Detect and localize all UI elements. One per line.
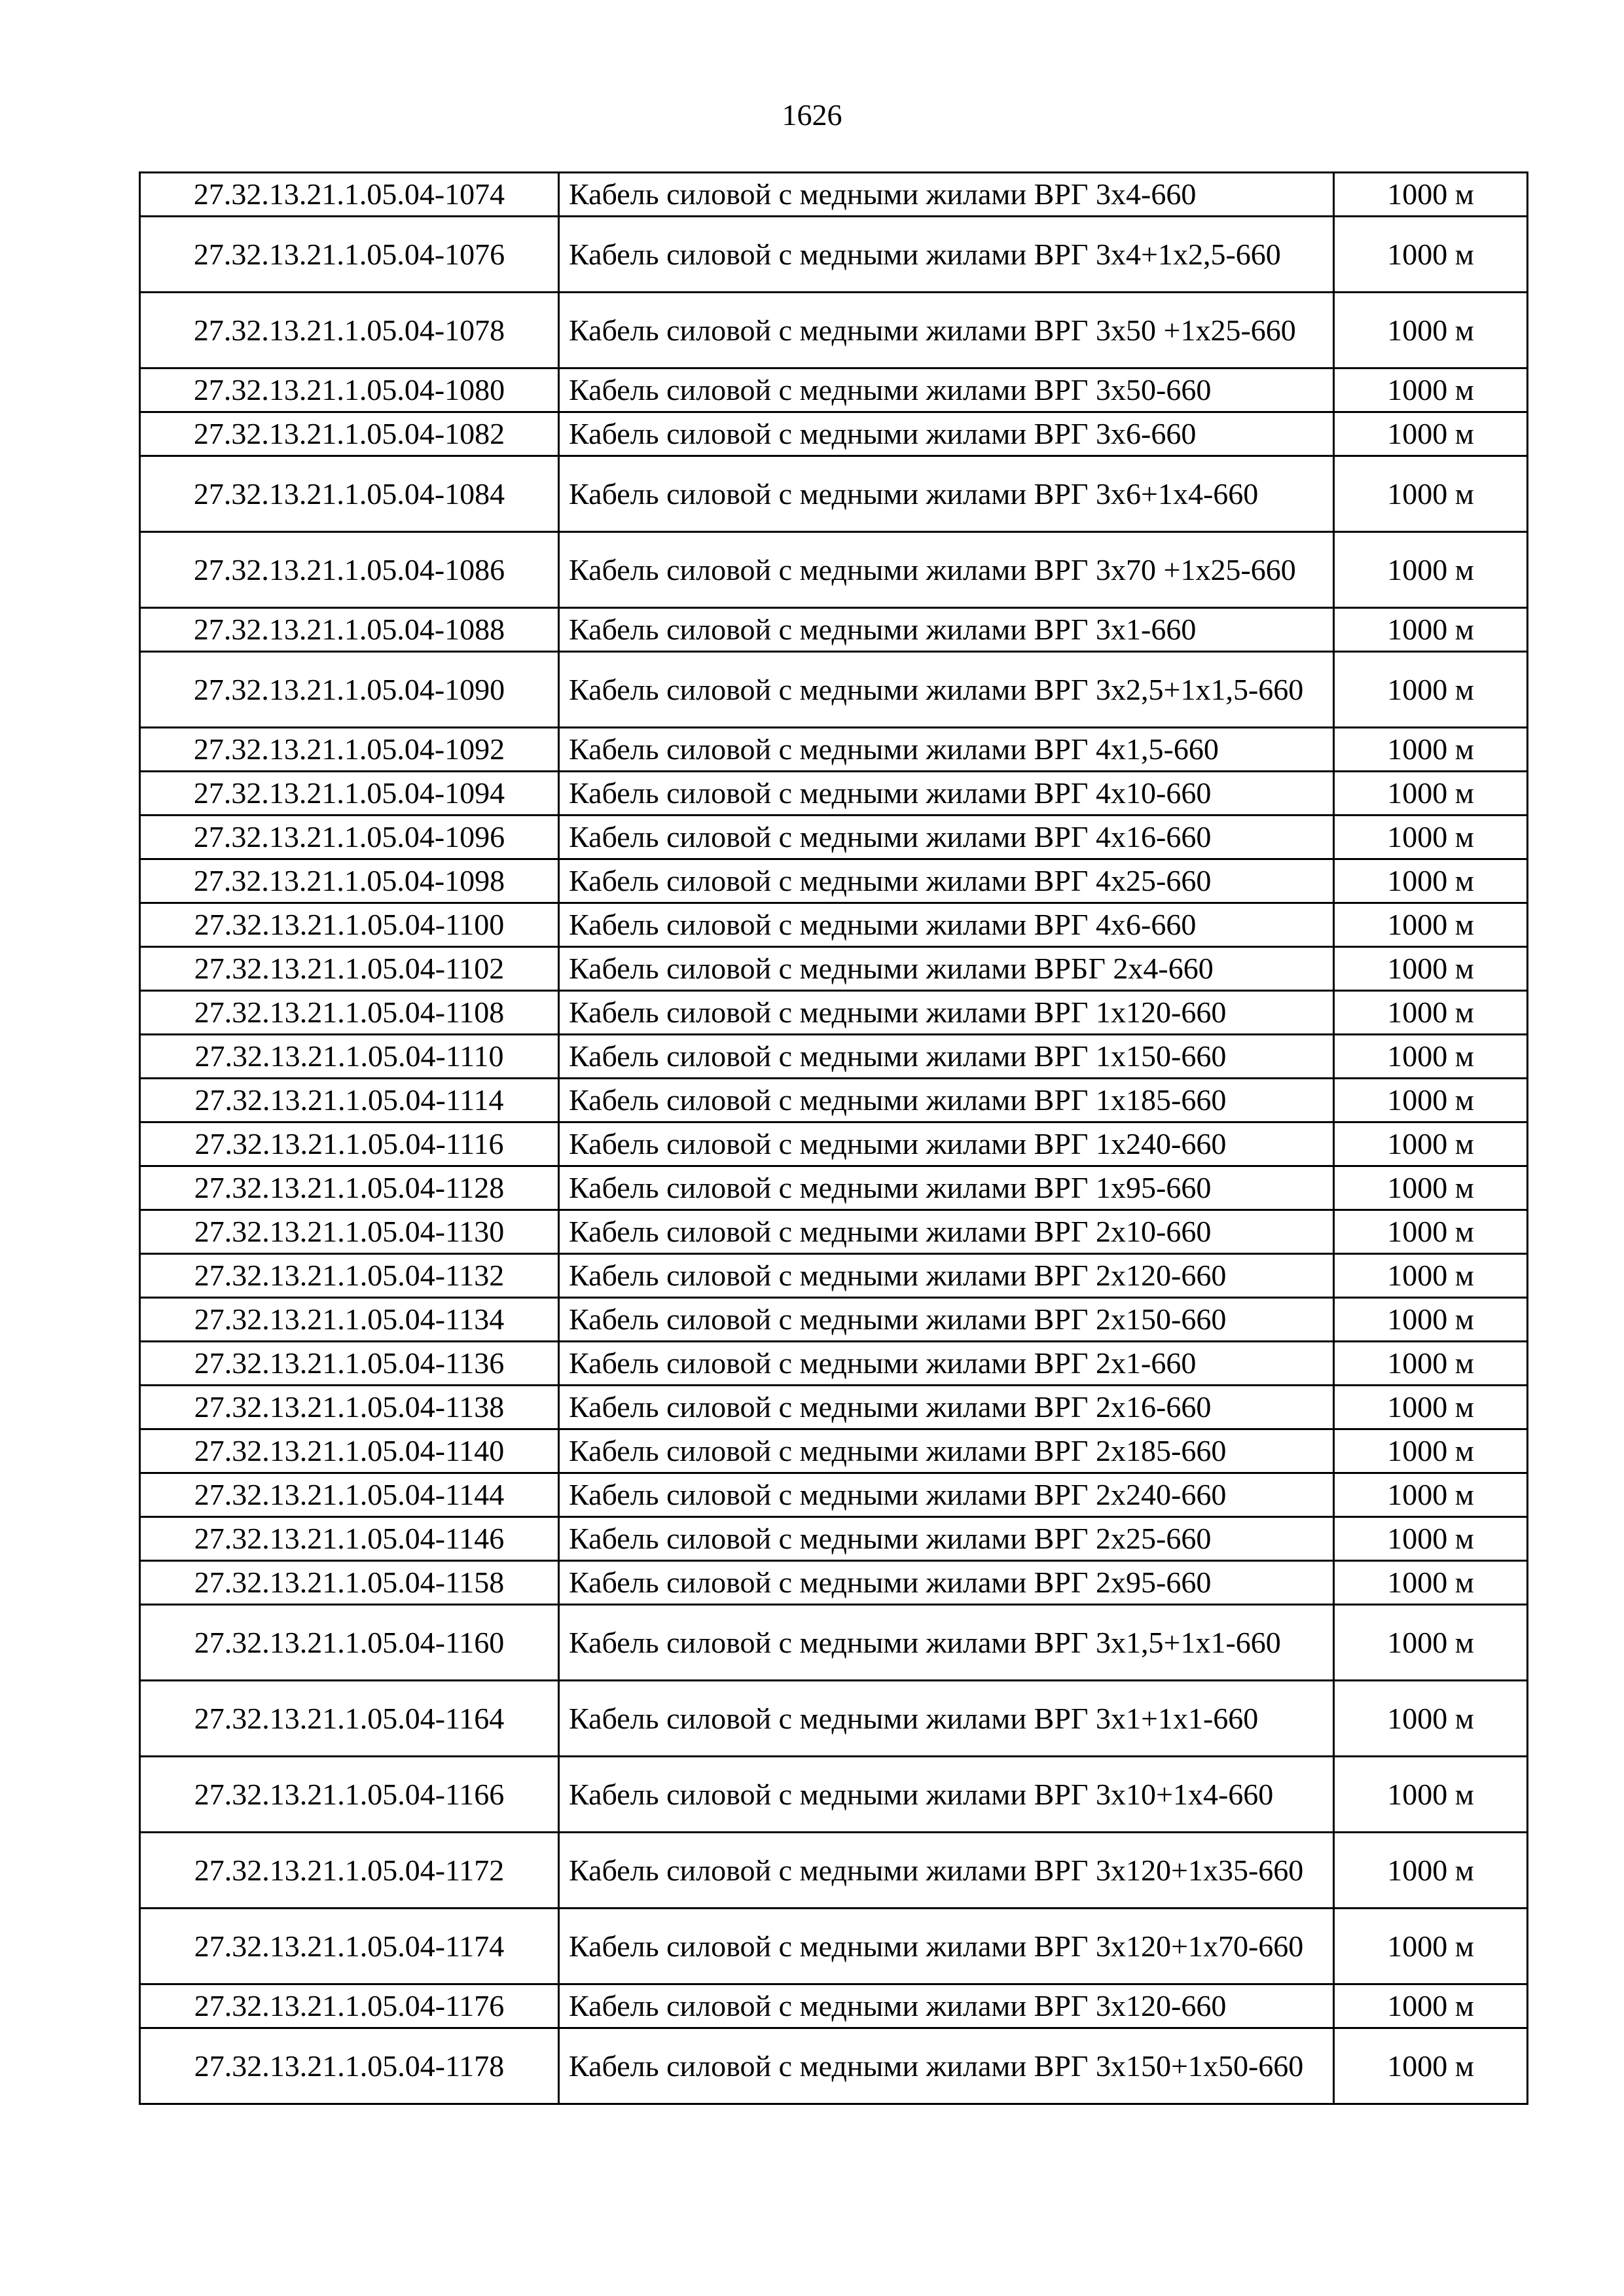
unit-cell: 1000 м [1334, 1605, 1528, 1681]
unit-cell: 1000 м [1334, 1561, 1528, 1605]
table-row [140, 947, 1528, 991]
description-cell: Кабель силовой с медными жилами ВРГ 2х25-660 [559, 1517, 1334, 1561]
table-row [140, 1210, 1528, 1254]
code-cell: 27.32.13.21.1.05.04-1130 [140, 1210, 559, 1254]
unit-cell: 1000 м [1334, 1517, 1528, 1561]
description-cell: Кабель силовой с медными жилами ВРГ 2х185-660 [559, 1429, 1334, 1473]
code-cell: 27.32.13.21.1.05.04-1090 [140, 652, 559, 728]
table-row [140, 456, 1528, 532]
unit-cell: 1000 м [1334, 1035, 1528, 1079]
unit-cell: 1000 м [1334, 368, 1528, 412]
table-row [140, 859, 1528, 903]
table-row [140, 1079, 1528, 1122]
code-cell: 27.32.13.21.1.05.04-1092 [140, 728, 559, 772]
unit-cell: 1000 м [1334, 1681, 1528, 1757]
table-row [140, 532, 1528, 608]
code-cell: 27.32.13.21.1.05.04-1082 [140, 412, 559, 456]
code-cell: 27.32.13.21.1.05.04-1176 [140, 1984, 559, 2028]
unit-cell: 1000 м [1334, 456, 1528, 532]
table-row [140, 1473, 1528, 1517]
description-cell: Кабель силовой с медными жилами ВРГ 3х120+1х70-660 [559, 1909, 1334, 1984]
unit-cell: 1000 м [1334, 2028, 1528, 2104]
code-cell: 27.32.13.21.1.05.04-1116 [140, 1122, 559, 1166]
description-cell: Кабель силовой с медными жилами ВРГ 4х16-660 [559, 816, 1334, 859]
unit-cell: 1000 м [1334, 1254, 1528, 1298]
unit-cell: 1000 м [1334, 608, 1528, 652]
code-cell: 27.32.13.21.1.05.04-1174 [140, 1909, 559, 1984]
unit-cell: 1000 м [1334, 1757, 1528, 1833]
unit-cell: 1000 м [1334, 1984, 1528, 2028]
table-row [140, 816, 1528, 859]
description-cell: Кабель силовой с медными жилами ВРГ 3х50 +1х25-660 [559, 293, 1334, 368]
table-row [140, 1605, 1528, 1681]
description-cell: Кабель силовой с медными жилами ВРГ 2х1-660 [559, 1342, 1334, 1386]
code-cell: 27.32.13.21.1.05.04-1136 [140, 1342, 559, 1386]
table-row [140, 772, 1528, 816]
unit-cell: 1000 м [1334, 1909, 1528, 1984]
table-row [140, 1342, 1528, 1386]
table-row [140, 412, 1528, 456]
unit-cell: 1000 м [1334, 816, 1528, 859]
table-row [140, 1035, 1528, 1079]
description-cell: Кабель силовой с медными жилами ВРГ 2х95-660 [559, 1561, 1334, 1605]
table-row [140, 608, 1528, 652]
unit-cell: 1000 м [1334, 532, 1528, 608]
unit-cell: 1000 м [1334, 859, 1528, 903]
unit-cell: 1000 м [1334, 1298, 1528, 1342]
table-row [140, 173, 1528, 217]
code-cell: 27.32.13.21.1.05.04-1100 [140, 903, 559, 947]
unit-cell: 1000 м [1334, 1210, 1528, 1254]
code-cell: 27.32.13.21.1.05.04-1088 [140, 608, 559, 652]
unit-cell: 1000 м [1334, 652, 1528, 728]
code-cell: 27.32.13.21.1.05.04-1108 [140, 991, 559, 1035]
description-cell: Кабель силовой с медными жилами ВРГ 3х6-660 [559, 412, 1334, 456]
code-cell: 27.32.13.21.1.05.04-1172 [140, 1833, 559, 1909]
table-row [140, 1166, 1528, 1210]
table-row [140, 1122, 1528, 1166]
code-cell: 27.32.13.21.1.05.04-1076 [140, 217, 559, 293]
description-cell: Кабель силовой с медными жилами ВРГ 2х150-660 [559, 1298, 1334, 1342]
table-row [140, 991, 1528, 1035]
resource-table [139, 171, 1528, 2105]
code-cell: 27.32.13.21.1.05.04-1114 [140, 1079, 559, 1122]
unit-cell: 1000 м [1334, 1079, 1528, 1122]
code-cell: 27.32.13.21.1.05.04-1158 [140, 1561, 559, 1605]
table-row [140, 1254, 1528, 1298]
description-cell: Кабель силовой с медными жилами ВРБГ 2х4-660 [559, 947, 1334, 991]
table-row [140, 1833, 1528, 1909]
code-cell: 27.32.13.21.1.05.04-1178 [140, 2028, 559, 2104]
code-cell: 27.32.13.21.1.05.04-1098 [140, 859, 559, 903]
unit-cell: 1000 м [1334, 1166, 1528, 1210]
code-cell: 27.32.13.21.1.05.04-1086 [140, 532, 559, 608]
code-cell: 27.32.13.21.1.05.04-1134 [140, 1298, 559, 1342]
description-cell: Кабель силовой с медными жилами ВРГ 3х1,5+1х1-660 [559, 1605, 1334, 1681]
description-cell: Кабель силовой с медными жилами ВРГ 3х2,5+1х1,5-660 [559, 652, 1334, 728]
description-cell: Кабель силовой с медными жилами ВРГ 3х1-660 [559, 608, 1334, 652]
description-cell: Кабель силовой с медными жилами ВРГ 3х4-660 [559, 173, 1334, 217]
table-row [140, 1429, 1528, 1473]
code-cell: 27.32.13.21.1.05.04-1138 [140, 1386, 559, 1429]
description-cell: Кабель силовой с медными жилами ВРГ 2х10-660 [559, 1210, 1334, 1254]
code-cell: 27.32.13.21.1.05.04-1084 [140, 456, 559, 532]
unit-cell: 1000 м [1334, 1342, 1528, 1386]
unit-cell: 1000 м [1334, 293, 1528, 368]
table-row [140, 2028, 1528, 2104]
code-cell: 27.32.13.21.1.05.04-1144 [140, 1473, 559, 1517]
description-cell: Кабель силовой с медными жилами ВРГ 2х120-660 [559, 1254, 1334, 1298]
unit-cell: 1000 м [1334, 903, 1528, 947]
description-cell: Кабель силовой с медными жилами ВРГ 3х120-660 [559, 1984, 1334, 2028]
code-cell: 27.32.13.21.1.05.04-1128 [140, 1166, 559, 1210]
unit-cell: 1000 м [1334, 173, 1528, 217]
description-cell: Кабель силовой с медными жилами ВРГ 1х185-660 [559, 1079, 1334, 1122]
description-cell: Кабель силовой с медными жилами ВРГ 4х10-660 [559, 772, 1334, 816]
description-cell: Кабель силовой с медными жилами ВРГ 3х1+1х1-660 [559, 1681, 1334, 1757]
description-cell: Кабель силовой с медными жилами ВРГ 4х6-660 [559, 903, 1334, 947]
code-cell: 27.32.13.21.1.05.04-1094 [140, 772, 559, 816]
description-cell: Кабель силовой с медными жилами ВРГ 3х4+1х2,5-660 [559, 217, 1334, 293]
description-cell: Кабель силовой с медными жилами ВРГ 3х150+1х50-660 [559, 2028, 1334, 2104]
resource-table-body [140, 173, 1528, 2104]
code-cell: 27.32.13.21.1.05.04-1166 [140, 1757, 559, 1833]
code-cell: 27.32.13.21.1.05.04-1146 [140, 1517, 559, 1561]
table-row [140, 903, 1528, 947]
table-row [140, 1561, 1528, 1605]
table-row [140, 1984, 1528, 2028]
code-cell: 27.32.13.21.1.05.04-1164 [140, 1681, 559, 1757]
unit-cell: 1000 м [1334, 947, 1528, 991]
description-cell: Кабель силовой с медными жилами ВРГ 3х70 +1х25-660 [559, 532, 1334, 608]
description-cell: Кабель силовой с медными жилами ВРГ 1х95-660 [559, 1166, 1334, 1210]
description-cell: Кабель силовой с медными жилами ВРГ 4х1,5-660 [559, 728, 1334, 772]
code-cell: 27.32.13.21.1.05.04-1078 [140, 293, 559, 368]
code-cell: 27.32.13.21.1.05.04-1110 [140, 1035, 559, 1079]
unit-cell: 1000 м [1334, 728, 1528, 772]
code-cell: 27.32.13.21.1.05.04-1102 [140, 947, 559, 991]
page-number: 1626 [782, 98, 842, 132]
description-cell: Кабель силовой с медными жилами ВРГ 2х240-660 [559, 1473, 1334, 1517]
code-cell: 27.32.13.21.1.05.04-1096 [140, 816, 559, 859]
code-cell: 27.32.13.21.1.05.04-1132 [140, 1254, 559, 1298]
description-cell: Кабель силовой с медными жилами ВРГ 2х16-660 [559, 1386, 1334, 1429]
table-row [140, 1298, 1528, 1342]
code-cell: 27.32.13.21.1.05.04-1080 [140, 368, 559, 412]
table-row [140, 1517, 1528, 1561]
unit-cell: 1000 м [1334, 1833, 1528, 1909]
table-row [140, 1909, 1528, 1984]
unit-cell: 1000 м [1334, 412, 1528, 456]
unit-cell: 1000 м [1334, 1386, 1528, 1429]
code-cell: 27.32.13.21.1.05.04-1160 [140, 1605, 559, 1681]
description-cell: Кабель силовой с медными жилами ВРГ 1х240-660 [559, 1122, 1334, 1166]
table-row [140, 368, 1528, 412]
unit-cell: 1000 м [1334, 991, 1528, 1035]
description-cell: Кабель силовой с медными жилами ВРГ 1х120-660 [559, 991, 1334, 1035]
table-row [140, 728, 1528, 772]
table-row [140, 1386, 1528, 1429]
unit-cell: 1000 м [1334, 1473, 1528, 1517]
code-cell: 27.32.13.21.1.05.04-1074 [140, 173, 559, 217]
code-cell: 27.32.13.21.1.05.04-1140 [140, 1429, 559, 1473]
description-cell: Кабель силовой с медными жилами ВРГ 1х150-660 [559, 1035, 1334, 1079]
unit-cell: 1000 м [1334, 1429, 1528, 1473]
description-cell: Кабель силовой с медными жилами ВРГ 3х10+1х4-660 [559, 1757, 1334, 1833]
table-row [140, 1681, 1528, 1757]
description-cell: Кабель силовой с медными жилами ВРГ 3х6+1х4-660 [559, 456, 1334, 532]
table-row [140, 1757, 1528, 1833]
unit-cell: 1000 м [1334, 772, 1528, 816]
table-row [140, 652, 1528, 728]
description-cell: Кабель силовой с медными жилами ВРГ 3х120+1х35-660 [559, 1833, 1334, 1909]
table-row [140, 293, 1528, 368]
description-cell: Кабель силовой с медными жилами ВРГ 4х25-660 [559, 859, 1334, 903]
unit-cell: 1000 м [1334, 1122, 1528, 1166]
table-row [140, 217, 1528, 293]
description-cell: Кабель силовой с медными жилами ВРГ 3х50-660 [559, 368, 1334, 412]
unit-cell: 1000 м [1334, 217, 1528, 293]
